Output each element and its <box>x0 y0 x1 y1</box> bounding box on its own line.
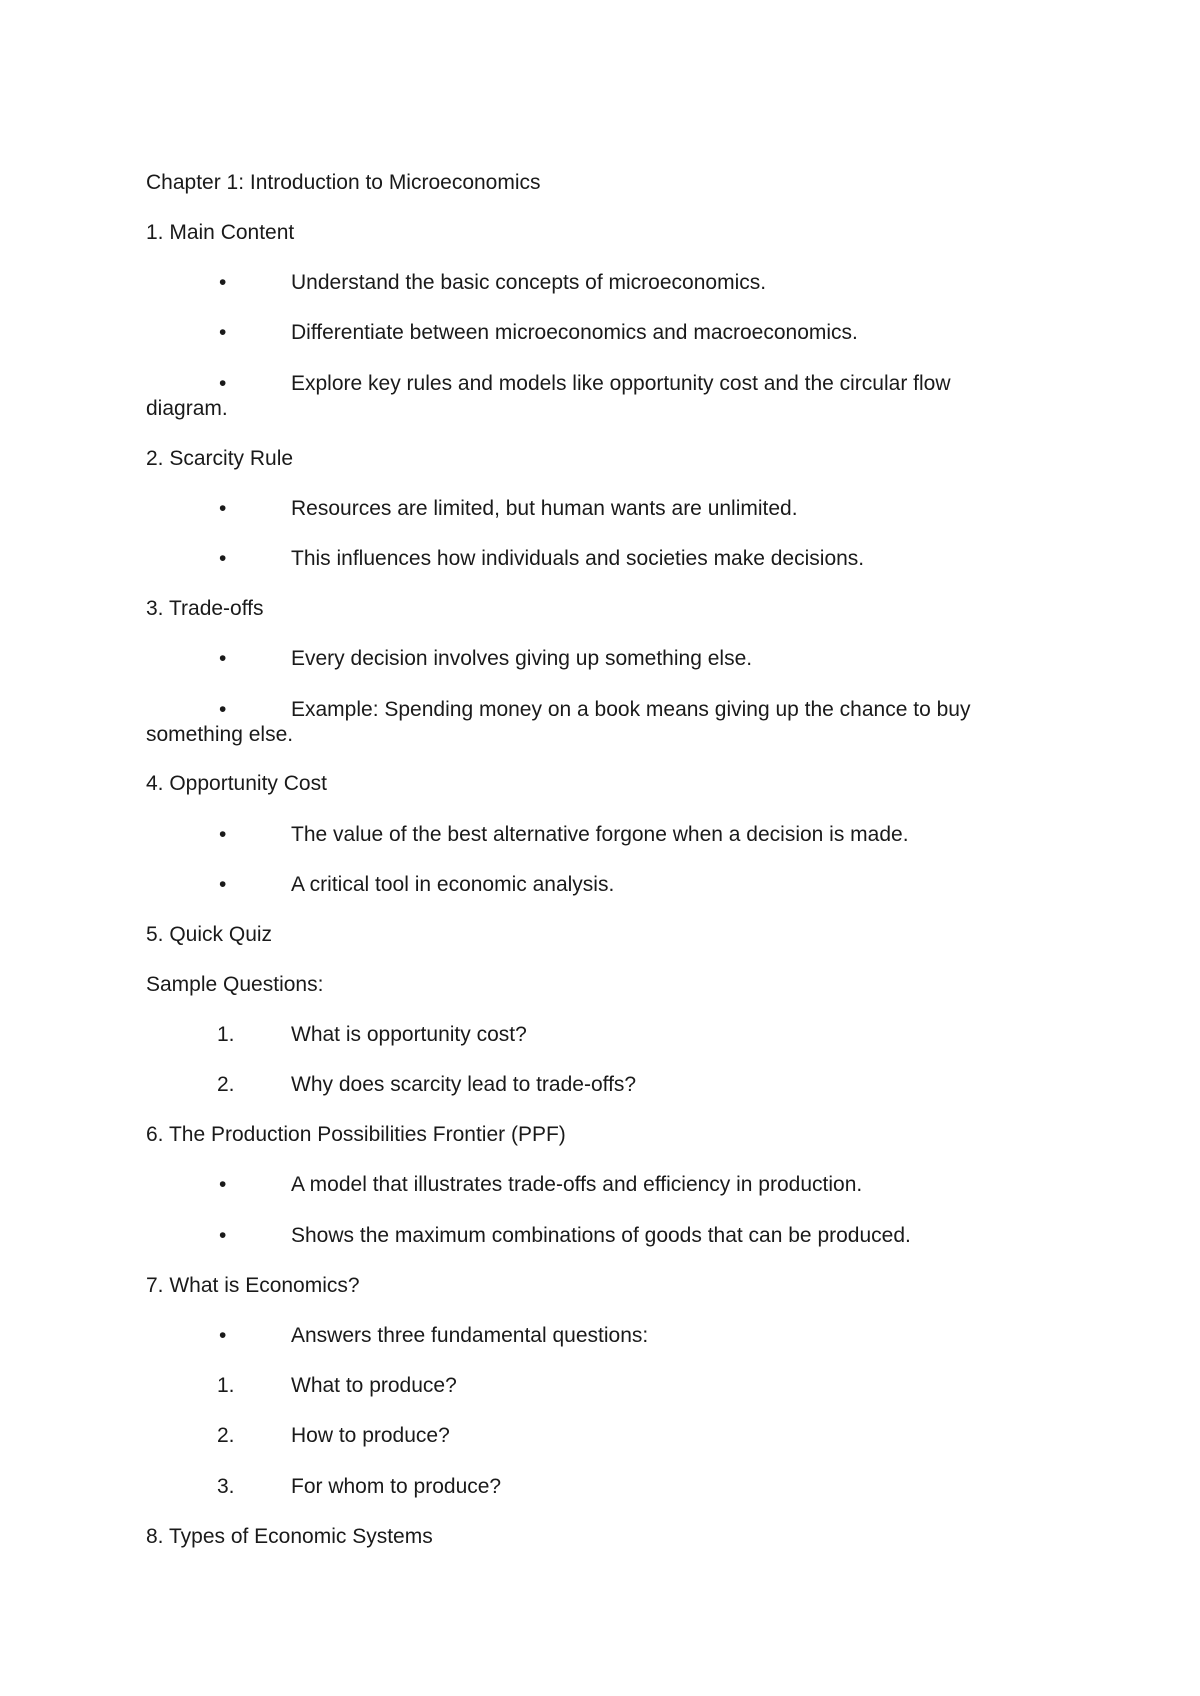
list-item-text: A critical tool in economic analysis. <box>291 873 615 896</box>
list-number: 2. <box>217 1424 235 1447</box>
bullet-icon: • <box>219 698 227 721</box>
section-8-heading: 8. Types of Economic Systems <box>146 1525 433 1548</box>
list-item-text: Answers three fundamental questions: <box>291 1324 649 1347</box>
bullet-icon: • <box>219 321 227 344</box>
section-4-heading: 4. Opportunity Cost <box>146 772 327 795</box>
numbered-item-text: What to produce? <box>291 1374 457 1397</box>
list-item-text: Differentiate between microeconomics and macroeconomics. <box>291 321 858 344</box>
section-7-heading: 7. What is Economics? <box>146 1274 360 1297</box>
list-number: 1. <box>217 1023 235 1046</box>
bullet-icon: • <box>219 1224 227 1247</box>
list-item-text: Resources are limited, but human wants are unlimited. <box>291 497 798 520</box>
list-item-text: Every decision involves giving up something else. <box>291 647 753 670</box>
list-item-text: Shows the maximum combinations of goods that can be produced. <box>291 1224 911 1247</box>
numbered-item-text: What is opportunity cost? <box>291 1023 527 1046</box>
list-item-text: This influences how individuals and societies make decisions. <box>291 547 865 570</box>
chapter-title: Chapter 1: Introduction to Microeconomics <box>146 171 541 194</box>
list-item-text: The value of the best alternative forgone when a decision is made. <box>291 823 909 846</box>
numbered-item-text: For whom to produce? <box>291 1475 502 1498</box>
list-item-text: Understand the basic concepts of microeconomics. <box>291 271 767 294</box>
numbered-item-text: How to produce? <box>291 1424 450 1447</box>
list-item-text: A model that illustrates trade-offs and efficiency in production. <box>291 1173 863 1196</box>
bullet-icon: • <box>219 372 227 395</box>
list-number: 2. <box>217 1073 235 1096</box>
section-5-subheading: Sample Questions: <box>146 973 324 996</box>
bullet-icon: • <box>219 271 227 294</box>
bullet-icon: • <box>219 647 227 670</box>
list-item-text: Explore key rules and models like opportunity cost and the circular flow <box>291 372 951 395</box>
bullet-icon: • <box>219 1324 227 1347</box>
section-1-heading: 1. Main Content <box>146 221 295 244</box>
numbered-item-text: Why does scarcity lead to trade-offs? <box>291 1073 637 1096</box>
list-number: 3. <box>217 1475 235 1498</box>
list-item-text: Example: Spending money on a book means giving up the chance to buy <box>291 698 971 721</box>
list-item-wrap-text: diagram. <box>146 397 228 420</box>
list-item-wrap-text: something else. <box>146 723 294 746</box>
section-2-heading: 2. Scarcity Rule <box>146 447 294 470</box>
list-number: 1. <box>217 1374 235 1397</box>
bullet-icon: • <box>219 1173 227 1196</box>
section-6-heading: 6. The Production Possibilities Frontier (PPF) <box>146 1123 566 1146</box>
bullet-icon: • <box>219 497 227 520</box>
bullet-icon: • <box>219 823 227 846</box>
bullet-icon: • <box>219 873 227 896</box>
section-5-heading: 5. Quick Quiz <box>146 923 273 946</box>
bullet-icon: • <box>219 547 227 570</box>
section-3-heading: 3. Trade-offs <box>146 597 264 620</box>
